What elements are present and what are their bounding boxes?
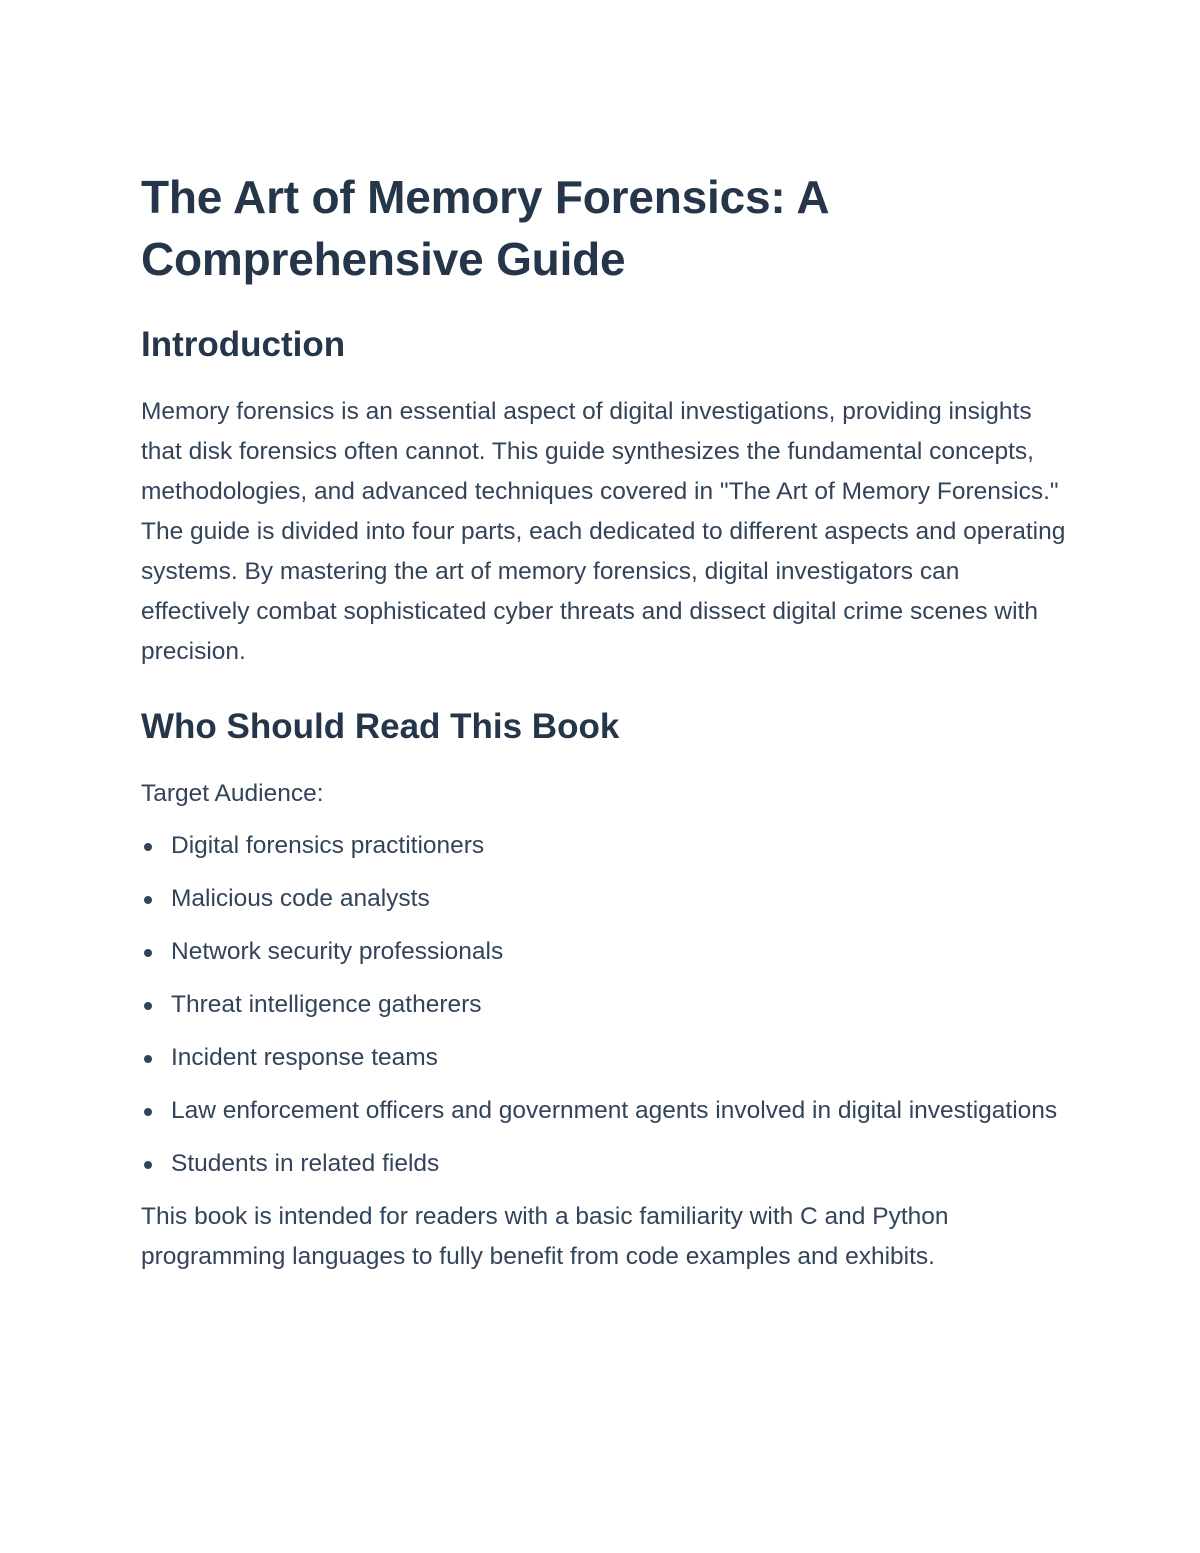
list-item xyxy=(141,932,1071,972)
list-item xyxy=(141,1144,1071,1184)
document-title: The Art of Memory Forensics: A Comprehensive Guide xyxy=(141,171,828,285)
introduction-paragraph: Memory forensics is an essential aspect of digital investigations, providing insights that disk forensics often cannot. This guide synthesizes the fundamental concepts, methodologies, and advanced techniques covered in "The Art of Memory Forensics." The guide is divided into four parts, each dedicated to different aspects and operating systems. By mastering the art of memory forensics, digital investigators can effectively combat sophisticated cyber threats and dissect digital crime scenes with precision. xyxy=(141,398,1066,665)
bullet-dot-icon xyxy=(144,843,152,851)
list-item xyxy=(141,1038,1071,1078)
list-item xyxy=(141,985,1071,1025)
introduction-heading: Introduction xyxy=(141,325,346,364)
list-item xyxy=(141,1091,1071,1131)
list-item xyxy=(141,826,1071,866)
list-item-text: Law enforcement officers and government agents involved in digital investigations xyxy=(171,1097,1058,1124)
list-item-text: Students in related fields xyxy=(171,1150,440,1177)
bullet-dot-icon xyxy=(144,1002,152,1010)
list-item-text: Network security professionals xyxy=(171,938,504,965)
audience-heading: Who Should Read This Book xyxy=(141,707,620,746)
audience-list xyxy=(141,826,1071,1184)
document-page xyxy=(141,166,1071,1277)
list-item-text: Incident response teams xyxy=(171,1044,438,1071)
bullet-dot-icon xyxy=(144,949,152,957)
list-item-text: Malicious code analysts xyxy=(171,885,430,912)
list-item-text: Threat intelligence gatherers xyxy=(171,991,482,1018)
bullet-dot-icon xyxy=(144,1108,152,1116)
bullet-dot-icon xyxy=(144,896,152,904)
list-item-text: Digital forensics practitioners xyxy=(171,832,485,859)
target-audience-label: Target Audience: xyxy=(141,780,324,807)
bullet-dot-icon xyxy=(144,1161,152,1169)
closing-paragraph: This book is intended for readers with a basic familiarity with C and Python programming languages to fully benefit from code examples and exhibits. xyxy=(141,1203,949,1270)
bullet-dot-icon xyxy=(144,1055,152,1063)
list-item xyxy=(141,879,1071,919)
